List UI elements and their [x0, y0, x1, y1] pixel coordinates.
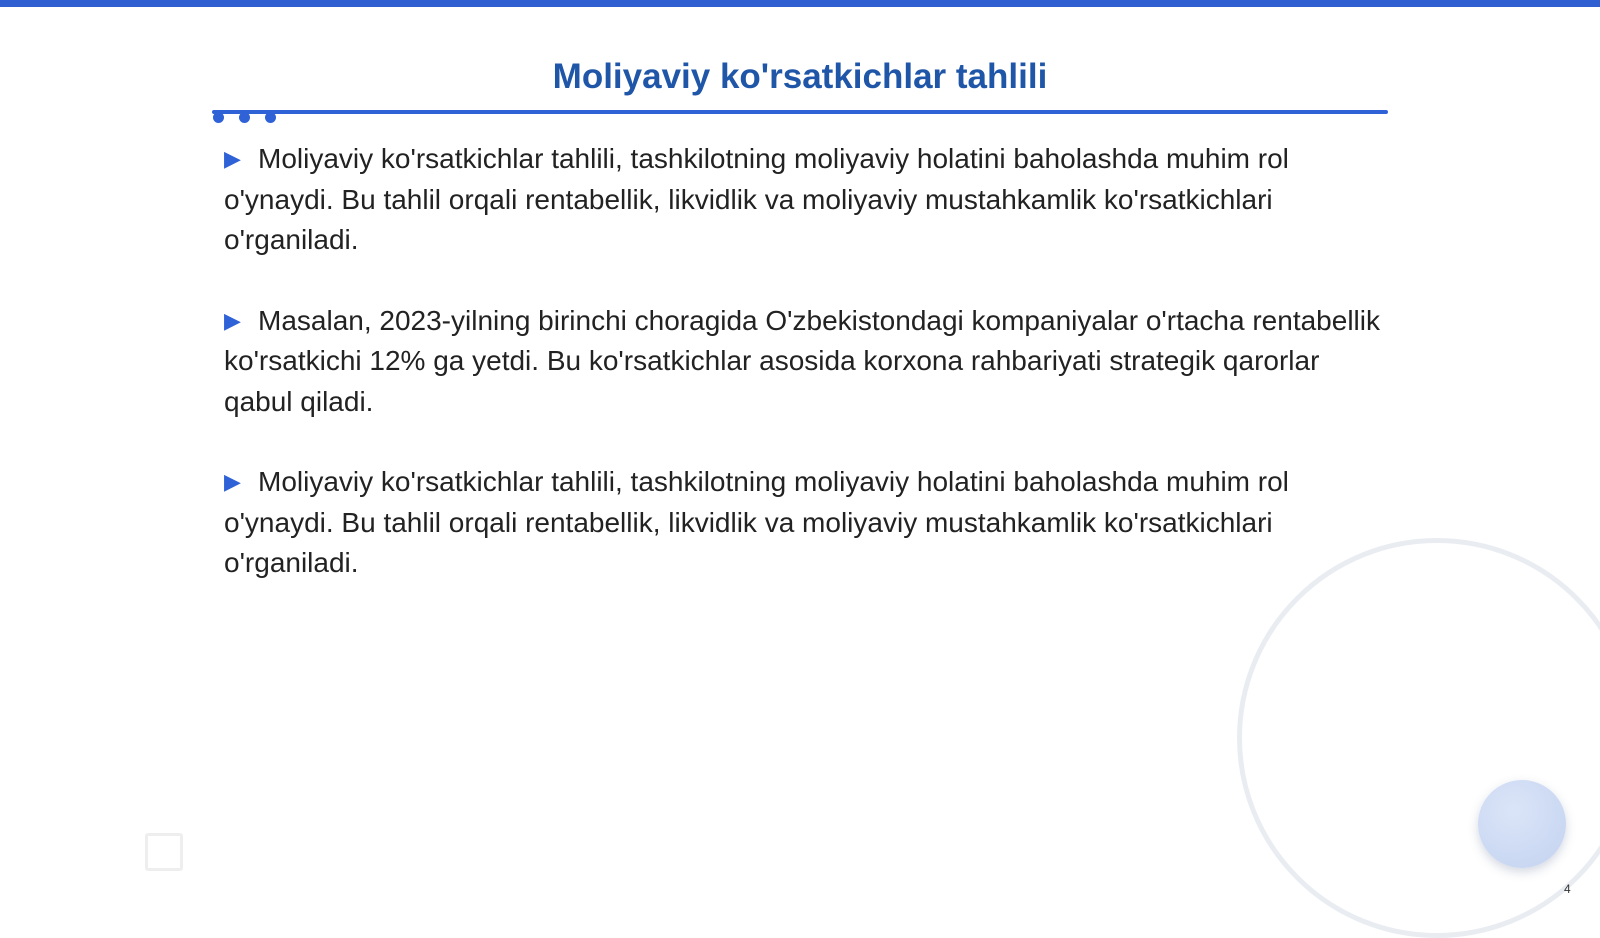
triangle-bullet-icon: ▶ — [224, 307, 241, 333]
slide-title: Moliyaviy ko'rsatkichlar tahlili — [552, 57, 1048, 96]
bullet-item — [224, 139, 1384, 261]
bullet-list — [224, 139, 1384, 624]
bullet-item — [224, 462, 1384, 584]
underline-dot — [265, 112, 276, 123]
page-number: 4 — [1564, 882, 1571, 896]
decorative-square — [145, 833, 183, 871]
top-accent-bar — [0, 0, 1600, 7]
triangle-bullet-icon: ▶ — [224, 469, 241, 494]
bullet-item — [224, 301, 1384, 423]
underline-dot — [239, 112, 250, 123]
bullet-text: Masalan, 2023-yilning birinchi choragida O'zbekistondagi kompaniyalar o'rtacha rentabellik ko'rsatkichi 12% ga yetdi. Bu ko'rsatkichlar asosida korxona rahbariyati strategik qarorlar qabul qiladi. — [224, 304, 1380, 417]
underline-dot — [213, 112, 224, 123]
triangle-bullet-icon: ▶ — [224, 146, 241, 171]
bullet-text: Moliyaviy ko'rsatkichlar tahlili, tashkilotning moliyaviy holatini baholashda muhim rol o'ynaydi. Bu tahlil orqali rentabellik, likvidlik va moliyaviy mustahkamlik ko'rsatkichlari o'rganiladi. — [224, 466, 1289, 578]
bullet-text: Moliyaviy ko'rsatkichlar tahlili, tashkilotning moliyaviy holatini baholashda muhim rol o'ynaydi. Bu tahlil orqali rentabellik, likvidlik va moliyaviy mustahkamlik ko'rsatkichlari o'rganiladi. — [224, 143, 1289, 255]
decorative-circle — [1478, 780, 1566, 868]
title-underline — [212, 110, 1388, 114]
